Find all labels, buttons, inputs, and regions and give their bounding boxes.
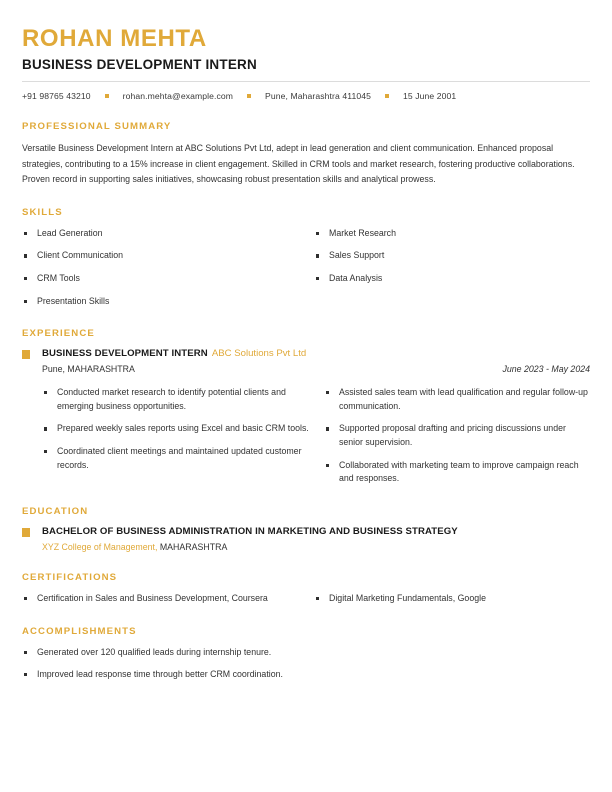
header-divider [22,81,590,82]
list-item: Improved lead response time through better CRM coordination. [22,668,590,682]
entry-marker-square-icon [22,528,30,537]
experience-headline [42,348,590,361]
experience-bullets-left [42,386,316,486]
candidate-job-title: BUSINESS DEVELOPMENT INTERN [22,57,257,73]
section-experience [22,328,590,486]
experience-company: ABC Solutions Pvt Ltd [211,348,307,360]
skills-column-right [306,227,590,309]
list-item: Prepared weekly sales reports using Excel and basic CRM tools. [42,422,316,436]
experience-role: BUSINESS DEVELOPMENT INTERN [42,348,208,360]
experience-location: Pune, MAHARASHTRA [42,364,135,375]
contact-phone: +91 98765 43210 [22,91,91,102]
experience-bullet-columns [42,386,590,486]
section-accomplishments [22,626,590,682]
certifications-column-left [22,592,306,606]
section-professional-summary [22,121,590,186]
list-item: Supported proposal drafting and pricing discussions under senior supervision. [324,422,590,449]
candidate-name: ROHAN MEHTA [22,25,207,52]
section-title-certifications: CERTIFICATIONS [22,571,118,583]
experience-subrow [42,364,590,374]
section-title-skills: SKILLS [22,206,63,218]
education-headline [42,526,590,539]
list-item: Market Research [314,227,590,241]
section-skills [22,207,590,309]
section-title-accomplishments: ACCOMPLISHMENTS [22,625,137,637]
experience-list-left [42,386,316,472]
section-education [22,506,590,552]
contact-separator-dot-icon [247,94,251,98]
contact-separator-dot-icon [105,94,109,98]
professional-summary-text: Versatile Business Development Intern at ABC Solutions Pvt Ltd, adept in lead generation and client communication. Enhanced proposal strategies, contributing to a 15% increase in client engagement. Skilled in CRM tools and market research, fostering productive collaborations. Proven record in supporting sales initiatives, showcasing robust presentation skills and analytical prowess. [22,143,575,184]
education-school-name: XYZ College of Management, [42,541,158,552]
skills-column-left [22,227,306,309]
resume-header [22,26,590,101]
contact-separator-dot-icon [385,94,389,98]
list-item: Conducted market research to identify potential clients and emerging business opportunities. [42,386,316,413]
list-item: Presentation Skills [22,295,306,309]
education-degree: BACHELOR OF BUSINESS ADMINISTRATION IN MARKETING AND BUSINESS STRATEGY [42,525,458,537]
section-title-education: EDUCATION [22,505,89,517]
list-item: Client Communication [22,249,306,263]
list-item: Assisted sales team with lead qualification and regular follow-up communication. [324,386,590,413]
skills-list-right [314,227,590,286]
contact-email[interactable]: rohan.mehta@example.com [122,91,234,102]
list-item: Sales Support [314,249,590,263]
experience-list-right [324,386,590,486]
experience-bullets-right [316,386,590,486]
contact-location: Pune, Maharashtra 411045 [265,91,371,102]
education-entry [22,526,590,552]
list-item: Coordinated client meetings and maintained updated customer records. [42,445,316,472]
skills-list-left [22,227,306,309]
entry-marker-square-icon [22,350,30,359]
list-item: Lead Generation [22,227,306,241]
certifications-list-right [314,592,590,606]
section-title-professional-summary: PROFESSIONAL SUMMARY [22,121,172,133]
contact-row [22,91,590,101]
list-item: Collaborated with marketing team to improve campaign reach and responses. [324,459,590,486]
skills-columns [22,227,590,309]
education-school-location: MAHARASHTRA [159,541,228,552]
list-item: CRM Tools [22,272,306,286]
education-school-row [42,542,590,552]
section-certifications [22,572,590,606]
experience-entry [22,348,590,486]
list-item: Digital Marketing Fundamentals, Google [314,592,590,606]
certifications-column-right [306,592,590,606]
experience-dates: June 2023 - May 2024 [502,364,590,375]
section-title-experience: EXPERIENCE [22,328,95,340]
list-item: Certification in Sales and Business Development, Coursera [22,592,306,606]
list-item: Generated over 120 qualified leads during internship tenure. [22,646,590,660]
list-item: Data Analysis [314,272,590,286]
accomplishments-list [22,646,590,682]
certifications-columns [22,592,590,606]
contact-birthdate: 15 June 2001 [402,91,457,102]
certifications-list-left [22,592,306,606]
